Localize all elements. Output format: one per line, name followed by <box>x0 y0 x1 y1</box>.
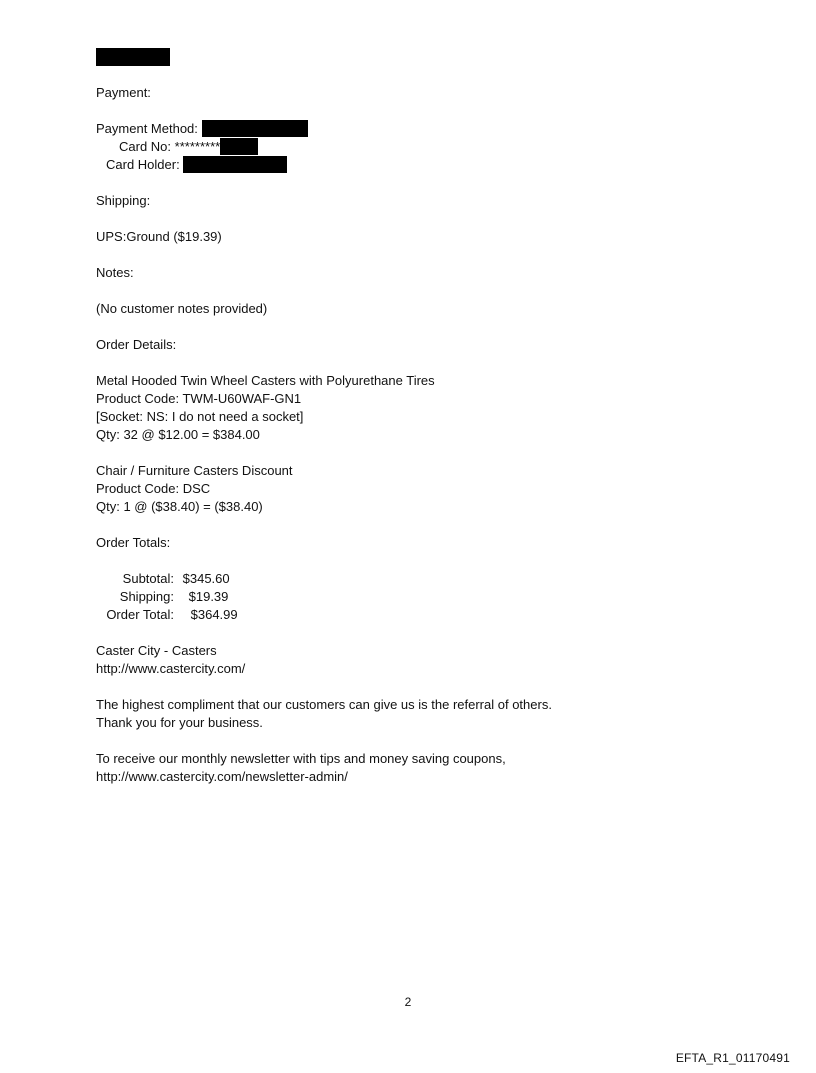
subtotal-value: $345.60 <box>182 571 230 586</box>
order-total-label: Order Total: <box>106 607 174 622</box>
card-holder-redaction <box>183 156 287 173</box>
newsletter-url: http://www.castercity.com/newsletter-admin/ <box>96 769 348 784</box>
shipping-total-row <box>96 588 716 606</box>
card-no-row <box>96 138 716 156</box>
notes-heading: Notes: <box>96 265 134 280</box>
page-number: 2 <box>404 995 412 1009</box>
store-url: http://www.castercity.com/ <box>96 661 246 676</box>
order-totals-heading: Order Totals: <box>96 535 171 550</box>
item-qty: Qty: 1 @ ($38.40) = ($38.40) <box>96 499 263 514</box>
redaction-bar <box>96 48 170 66</box>
payment-heading: Payment: <box>96 85 151 100</box>
shipping-total-label: Shipping: <box>119 589 174 604</box>
newsletter-text: To receive our monthly newsletter with tips and money saving coupons, <box>96 751 506 766</box>
payment-method-redaction <box>202 120 308 137</box>
order-item <box>96 462 716 516</box>
card-no-mask: ********* <box>174 139 221 154</box>
card-holder-label: Card Holder: <box>106 157 180 172</box>
item-qty: Qty: 32 @ $12.00 = $384.00 <box>96 427 260 442</box>
order-receipt <box>96 48 716 786</box>
payment-method-label: Payment Method: <box>96 121 198 136</box>
shipping-method: UPS:Ground ($19.39) <box>96 229 222 244</box>
item-product-code: Product Code: DSC <box>96 481 211 496</box>
card-holder-row <box>96 156 716 174</box>
closing-compliment: The highest compliment that our customers can give us is the referral of others. <box>96 697 552 712</box>
notes-text: (No customer notes provided) <box>96 301 268 316</box>
subtotal-label: Subtotal: <box>122 571 174 586</box>
bates-number: EFTA_R1_01170491 <box>675 1051 790 1065</box>
shipping-total-value: $19.39 <box>188 589 229 604</box>
order-item <box>96 372 716 444</box>
item-name: Chair / Furniture Casters Discount <box>96 463 293 478</box>
store-name: Caster City - Casters <box>96 643 217 658</box>
order-total-value: $364.99 <box>190 607 238 622</box>
item-product-code: Product Code: TWM-U60WAF-GN1 <box>96 391 302 406</box>
item-name: Metal Hooded Twin Wheel Casters with Polyurethane Tires <box>96 373 435 388</box>
card-no-label: Card No: <box>119 139 172 154</box>
subtotal-row <box>96 570 716 588</box>
order-totals-table <box>96 570 716 624</box>
payment-method-row <box>96 120 716 138</box>
shipping-heading: Shipping: <box>96 193 151 208</box>
item-option: [Socket: NS: I do not need a socket] <box>96 409 304 424</box>
closing-thanks: Thank you for your business. <box>96 715 263 730</box>
card-no-redaction <box>220 138 258 155</box>
order-details-heading: Order Details: <box>96 337 177 352</box>
redacted-header <box>96 48 716 66</box>
order-total-row <box>96 606 716 624</box>
